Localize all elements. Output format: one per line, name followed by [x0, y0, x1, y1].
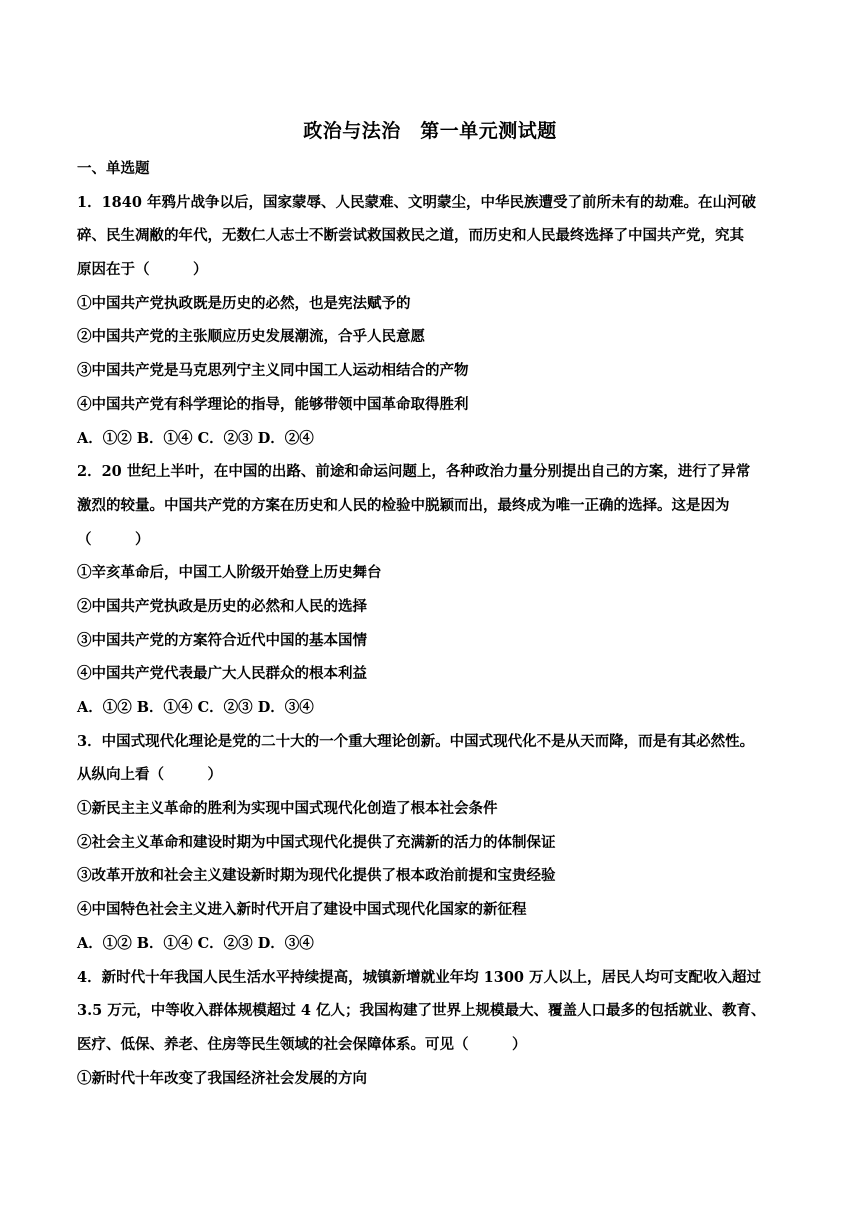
- question-3-choices: A．①② B．①④ C．②③ D．③④: [77, 934, 314, 952]
- question-2-line-2: 激烈的较量。中国共产党的方案在历史和人民的检验中脱颖而出，最终成为唯一正确的选择。这是因为: [77, 496, 730, 514]
- question-3-statement-2: ②社会主义革命和建设时期为中国式现代化提供了充满新的活力的体制保证: [77, 833, 556, 851]
- document-body: [77, 152, 789, 1095]
- question-2: [77, 455, 789, 725]
- question-1: [77, 186, 789, 456]
- question-1-statement-2: ②中国共产党的主张顺应历史发展潮流，合乎人民意愿: [77, 328, 425, 346]
- question-2-statement-1: ①辛亥革命后，中国工人阶级开始登上历史舞台: [77, 564, 382, 582]
- question-1-line-1: 1．1840 年鸦片战争以后，国家蒙辱、人民蒙难、文明蒙尘，中华民族遭受了前所未有的劫难。在山河破: [77, 193, 756, 211]
- question-4-line-2: 3.5 万元，中等收入群体规模超过 4 亿人；我国构建了世界上规模最大、覆盖人口最多的包括就业、教育、: [77, 1002, 766, 1020]
- question-3-statement-1: ①新民主主义革命的胜利为实现中国式现代化创造了根本社会条件: [77, 800, 498, 818]
- question-3-line-2: 从纵向上看（ ）: [77, 766, 222, 784]
- question-2-line-1: 2．20 世纪上半叶，在中国的出路、前途和命运问题上，各种政治力量分别提出自己的方案，进行了异常: [77, 463, 751, 481]
- question-1-choices: A．①② B．①④ C．②③ D．②④: [77, 429, 314, 447]
- question-1-statement-3: ③中国共产党是马克思列宁主义同中国工人运动相结合的产物: [77, 362, 469, 380]
- section-heading: 一、单选题: [77, 160, 150, 177]
- question-3-statement-4: ④中国特色社会主义进入新时代开启了建设中国式现代化国家的新征程: [77, 901, 527, 919]
- question-4-statement-1: ①新时代十年改变了我国经济社会发展的方向: [77, 1069, 367, 1087]
- question-1-statement-4: ④中国共产党有科学理论的指导，能够带领中国革命取得胜利: [77, 395, 469, 413]
- question-3-statement-3: ③改革开放和社会主义建设新时期为现代化提供了根本政治前提和宝贵经验: [77, 867, 556, 885]
- question-1-line-3: 原因在于（ ）: [77, 261, 208, 279]
- question-2-statement-3: ③中国共产党的方案符合近代中国的基本国情: [77, 631, 367, 649]
- question-2-choices: A．①② B．①④ C．②③ D．③④: [77, 699, 314, 716]
- question-2-statement-2: ②中国共产党执政是历史的必然和人民的选择: [77, 597, 367, 615]
- question-4: [77, 961, 789, 1096]
- question-3: [77, 725, 789, 961]
- question-3-line-1: 3．中国式现代化理论是党的二十大的一个重大理论创新。中国式现代化不是从天而降，而是有其必然性。: [77, 732, 755, 750]
- question-2-line-3: （ ）: [77, 530, 150, 548]
- question-2-statement-4: ④中国共产党代表最广大人民群众的根本利益: [77, 665, 367, 683]
- question-4-line-1: 4．新时代十年我国人民生活水平持续提高，城镇新增就业年均 1300 万人以上，居民人均可支配收入超过: [77, 968, 762, 986]
- page-title: 政治与法治 第一单元测试题: [303, 120, 557, 142]
- question-1-statement-1: ①中国共产党执政既是历史的必然，也是宪法赋予的: [77, 294, 411, 312]
- question-1-line-2: 碎、民生凋敝的年代，无数仁人志士不断尝试救国救民之道，而历史和人民最终选择了中国共产党，究其: [77, 227, 744, 245]
- question-4-line-3: 医疗、低保、养老、住房等民生领域的社会保障体系。可见（ ）: [77, 1035, 527, 1053]
